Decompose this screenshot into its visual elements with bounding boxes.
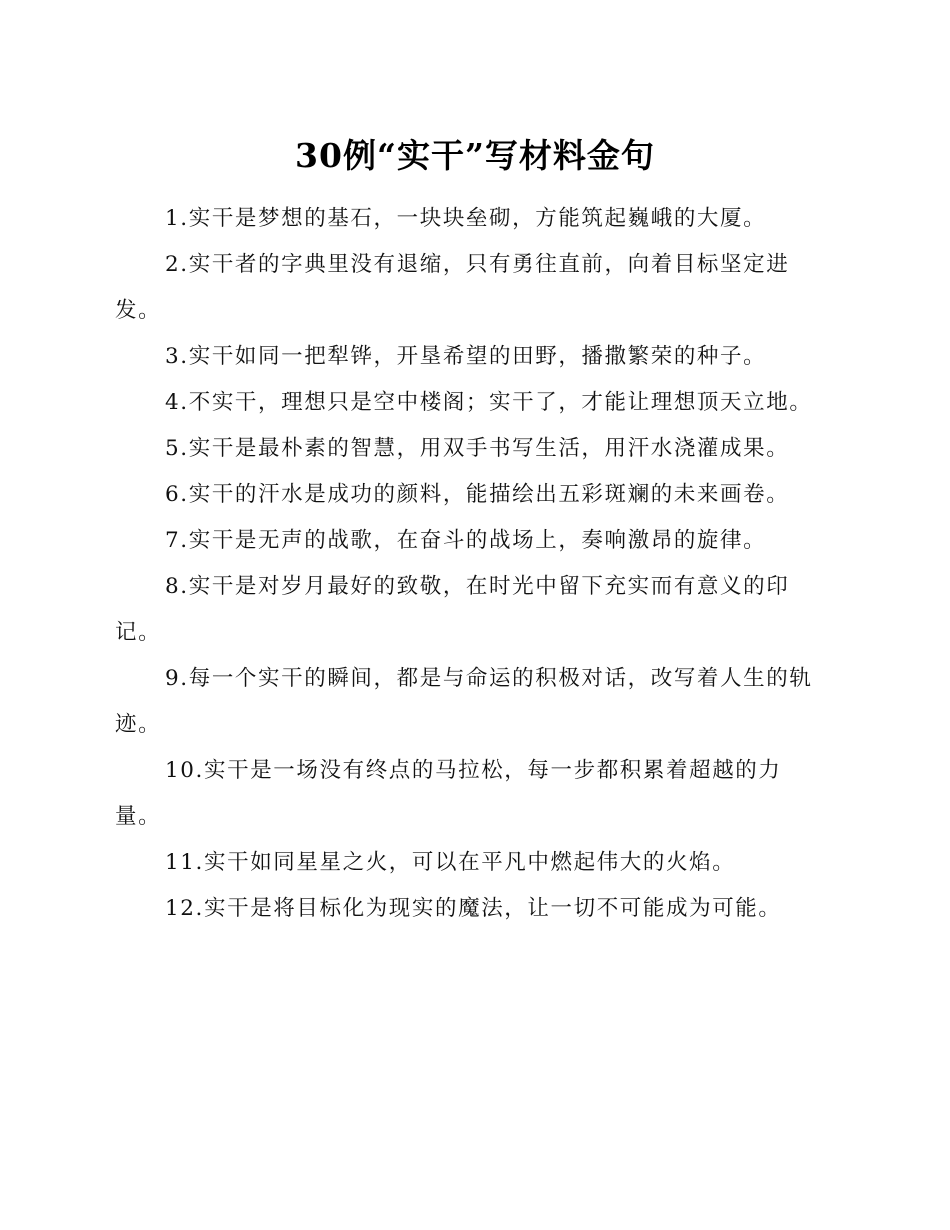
- quote-item-6: 6.实干的汗水是成功的颜料，能描绘出五彩斑斓的未来画卷。: [165, 482, 790, 507]
- quote-item-10: 10.实干是一场没有终点的马拉松，每一步都积累着超越的力量。: [115, 758, 782, 829]
- quote-item-3: 3.实干如同一把犁铧，开垦希望的田野，播撒繁荣的种子。: [165, 344, 767, 369]
- quote-item-2: 2.实干者的字典里没有退缩，只有勇往直前，向着目标坚定进发。: [115, 252, 790, 323]
- quote-item-11: 11.实干如同星星之火，可以在平凡中燃起伟大的火焰。: [165, 850, 736, 875]
- quote-item-9: 9.每一个实干的瞬间，都是与命运的积极对话，改写着人生的轨迹。: [115, 666, 813, 737]
- quote-list: [115, 196, 825, 932]
- quote-item-8: 8.实干是对岁月最好的致敬，在时光中留下充实而有意义的印记。: [115, 574, 790, 645]
- document-title: 30例“实干”写材料金句: [295, 136, 655, 175]
- quote-item-5: 5.实干是最朴素的智慧，用双手书写生活，用汗水浇灌成果。: [165, 436, 790, 461]
- quote-item-12: 12.实干是将目标化为现实的魔法，让一切不可能成为可能。: [165, 896, 782, 921]
- quote-item-1: 1.实干是梦想的基石，一块块垒砌，方能筑起巍峨的大厦。: [165, 206, 767, 231]
- quote-item-4: 4.不实干，理想只是空中楼阁；实干了，才能让理想顶天立地。: [165, 390, 813, 415]
- quote-item-7: 7.实干是无声的战歌，在奋斗的战场上，奏响激昂的旋律。: [165, 528, 767, 553]
